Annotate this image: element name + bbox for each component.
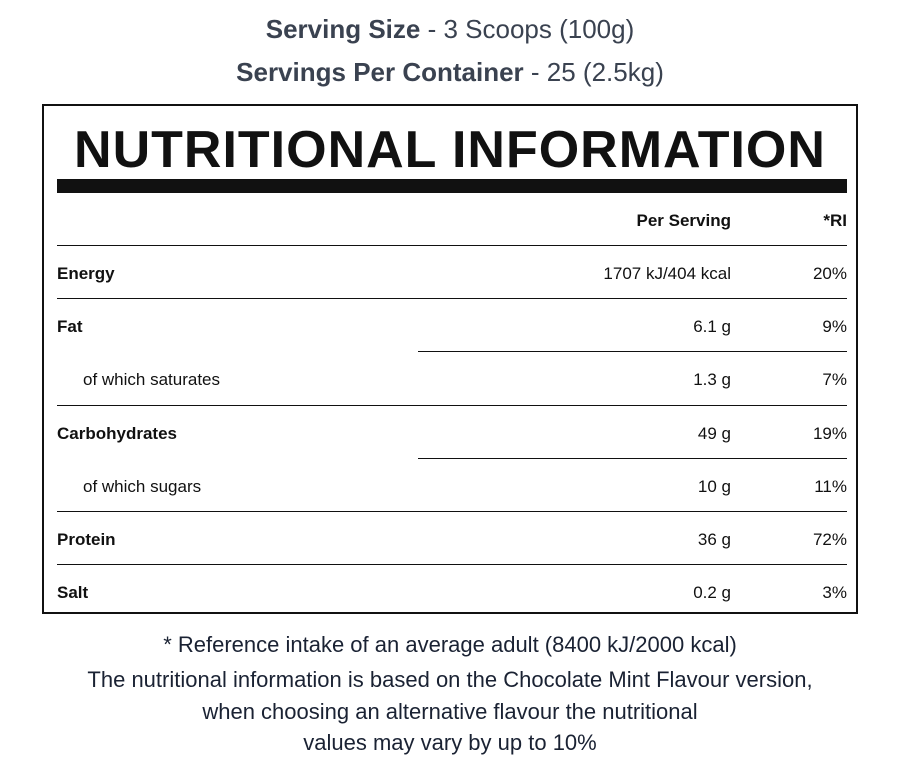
nutrient-name: Salt <box>57 583 89 602</box>
nutrient-ri: 9% <box>822 317 847 336</box>
nutrient-value: 49 g <box>697 424 731 443</box>
nutrient-ri: 11% <box>814 477 847 496</box>
nutrient-value: 36 g <box>697 530 731 549</box>
table-header-row <box>57 194 847 246</box>
nutrient-value: 0.2 g <box>693 583 731 602</box>
nutrient-value: 1707 kJ/404 kcal <box>603 264 731 283</box>
nutrient-name: Protein <box>57 530 116 549</box>
nutrient-value: 1.3 g <box>693 370 731 389</box>
nutrient-name: Fat <box>57 317 83 336</box>
table-row-fat <box>57 300 847 352</box>
row-divider <box>57 564 847 565</box>
serving-size <box>0 14 900 45</box>
reference-intake-note: * Reference intake of an average adult (8400 kJ/2000 kcal) <box>163 632 737 657</box>
nutrition-panel <box>42 104 858 614</box>
nutrient-ri: 7% <box>822 370 847 389</box>
table-row-energy <box>57 247 847 299</box>
flavour-note-line-2: when choosing an alternative flavour the nutritional <box>202 699 698 724</box>
table-row-saturates <box>57 353 847 405</box>
nutrient-value: 10 g <box>697 477 731 496</box>
nutrient-name: of which sugars <box>83 477 202 496</box>
row-divider <box>57 245 847 246</box>
row-divider <box>57 405 847 406</box>
serving-size-value: - 3 Scoops (100g) <box>420 14 635 44</box>
table-row-carbohydrates <box>57 407 847 459</box>
servings-per-container <box>0 57 900 88</box>
table-row-protein <box>57 513 847 565</box>
nutrient-ri: 19% <box>812 424 847 443</box>
title-divider <box>57 179 847 193</box>
sub-row-divider <box>418 351 847 352</box>
nutrient-ri: 72% <box>812 530 847 549</box>
serving-size-label: Serving Size <box>265 14 421 44</box>
nutrient-name: Carbohydrates <box>57 424 177 443</box>
nutrient-name: Energy <box>57 264 115 283</box>
ri-header: *RI <box>823 211 847 230</box>
nutrient-ri: 20% <box>812 264 847 283</box>
nutrient-name: of which saturates <box>83 370 221 389</box>
servings-per-container-value: - 25 (2.5kg) <box>523 57 664 87</box>
row-divider <box>57 298 847 299</box>
flavour-note-line-3: values may vary by up to 10% <box>303 730 597 755</box>
table-row-sugars <box>57 460 847 512</box>
nutrient-ri: 3% <box>822 583 847 602</box>
sub-row-divider <box>418 458 847 459</box>
servings-per-container-label: Servings Per Container <box>236 57 524 87</box>
flavour-note-line-1: The nutritional information is based on the Chocolate Mint Flavour version, <box>87 667 813 692</box>
panel-title: NUTRITIONAL INFORMATION <box>74 121 826 179</box>
per-serving-header: Per Serving <box>636 211 731 230</box>
row-divider <box>57 511 847 512</box>
table-row-salt <box>57 566 847 618</box>
nutrient-value: 6.1 g <box>693 317 731 336</box>
